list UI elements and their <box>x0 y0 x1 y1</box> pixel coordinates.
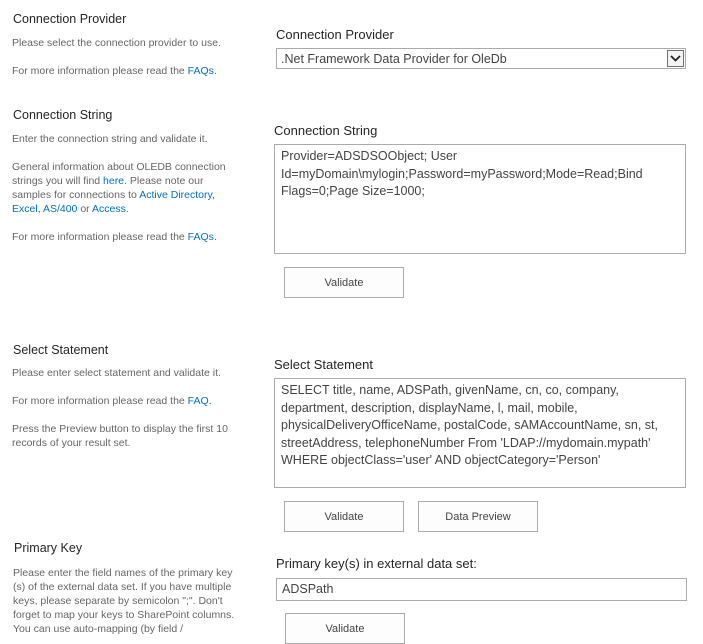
access-link[interactable]: Access <box>92 203 126 215</box>
primary-key-validate-button[interactable]: Validate <box>285 613 405 644</box>
provider-section-title: Connection Provider <box>13 12 127 26</box>
connection-info-pre: General information about OLEDB connection strings you will find <box>12 161 226 187</box>
excel-link[interactable]: Excel <box>12 203 38 215</box>
provider-select[interactable] <box>276 48 686 69</box>
connection-sep-1: , <box>212 189 215 201</box>
select-faq-prefix: For more information please read the <box>12 395 188 407</box>
data-preview-button[interactable]: Data Preview <box>418 501 538 532</box>
connection-info-text <box>12 160 234 216</box>
connection-here-link[interactable]: here <box>103 175 125 187</box>
connection-sep-3: or <box>77 203 92 215</box>
connection-faq-prefix: For more information please read the <box>12 231 188 243</box>
provider-field-label: Connection Provider <box>276 27 394 42</box>
connection-description: Enter the connection string and validate it. <box>12 133 208 145</box>
connection-sep-2: , <box>37 203 43 215</box>
connection-string-textarea[interactable]: Provider=ADSDSOObject; User Id=myDomain\mylogin;Password=myPassword;Mode=Read;Bind Flags=0;Page Size=1000; <box>274 144 686 254</box>
provider-selected-value: .Net Framework Data Provider for OleDb <box>281 51 507 66</box>
provider-faq-suffix: . <box>213 65 217 77</box>
provider-faq-prefix: For more information please read the <box>12 65 188 77</box>
primary-key-input[interactable]: ADSPath <box>276 578 687 601</box>
active-directory-link[interactable]: Active Directory <box>139 189 212 201</box>
select-section-title: Select Statement <box>13 343 109 357</box>
connection-info-mid: . Please note our samples for connections to <box>12 175 204 201</box>
select-statement-textarea[interactable]: SELECT title, name, ADSPath, givenName, cn, co, company, department, description, displayName, l, mail, mobile, physicalDeliveryOfficeName, postalCode, sAMAccountName, sn, st, streetAddress, telephoneNumber From 'LDAP://mydomain.mypath' WHERE objectClass='user' AND objectCategory='Person' <box>274 378 686 488</box>
connection-section-title: Connection String <box>13 108 113 122</box>
provider-description: Please select the connection provider to use. <box>12 37 221 49</box>
primary-key-description: Please enter the field names of the primary key (s) of the external data set. If you have multiple keys, please separate by semicolon ";". Don't forget to map your keys to SharePoint columns. You can use auto-mapping (by field / <box>13 567 235 635</box>
select-preview-note: Press the Preview button to display the first 10 records of your result set. <box>12 423 228 449</box>
primary-key-field-label: Primary key(s) in external data set: <box>276 556 477 571</box>
connection-field-label: Connection String <box>274 123 378 138</box>
select-field-label: Select Statement <box>274 357 373 372</box>
select-faq-suffix: . <box>208 395 212 407</box>
connection-faq-suffix: . <box>213 231 217 243</box>
connection-validate-button[interactable]: Validate <box>284 267 404 298</box>
as400-link[interactable]: AS/400 <box>42 203 78 215</box>
select-description: Please enter select statement and validate it. <box>12 367 221 379</box>
select-validate-button[interactable]: Validate <box>284 501 404 532</box>
primary-key-section-title: Primary Key <box>14 541 83 555</box>
connection-info-end: . <box>125 203 129 215</box>
connection-faq-link[interactable]: FAQs <box>187 231 214 243</box>
chevron-down-icon[interactable] <box>667 50 684 67</box>
connection-faq-text <box>12 230 242 244</box>
select-faq-link[interactable]: FAQ <box>187 395 209 407</box>
select-faq-text <box>12 394 242 408</box>
provider-faq-text <box>12 64 242 78</box>
provider-faq-link[interactable]: FAQs <box>187 65 214 77</box>
